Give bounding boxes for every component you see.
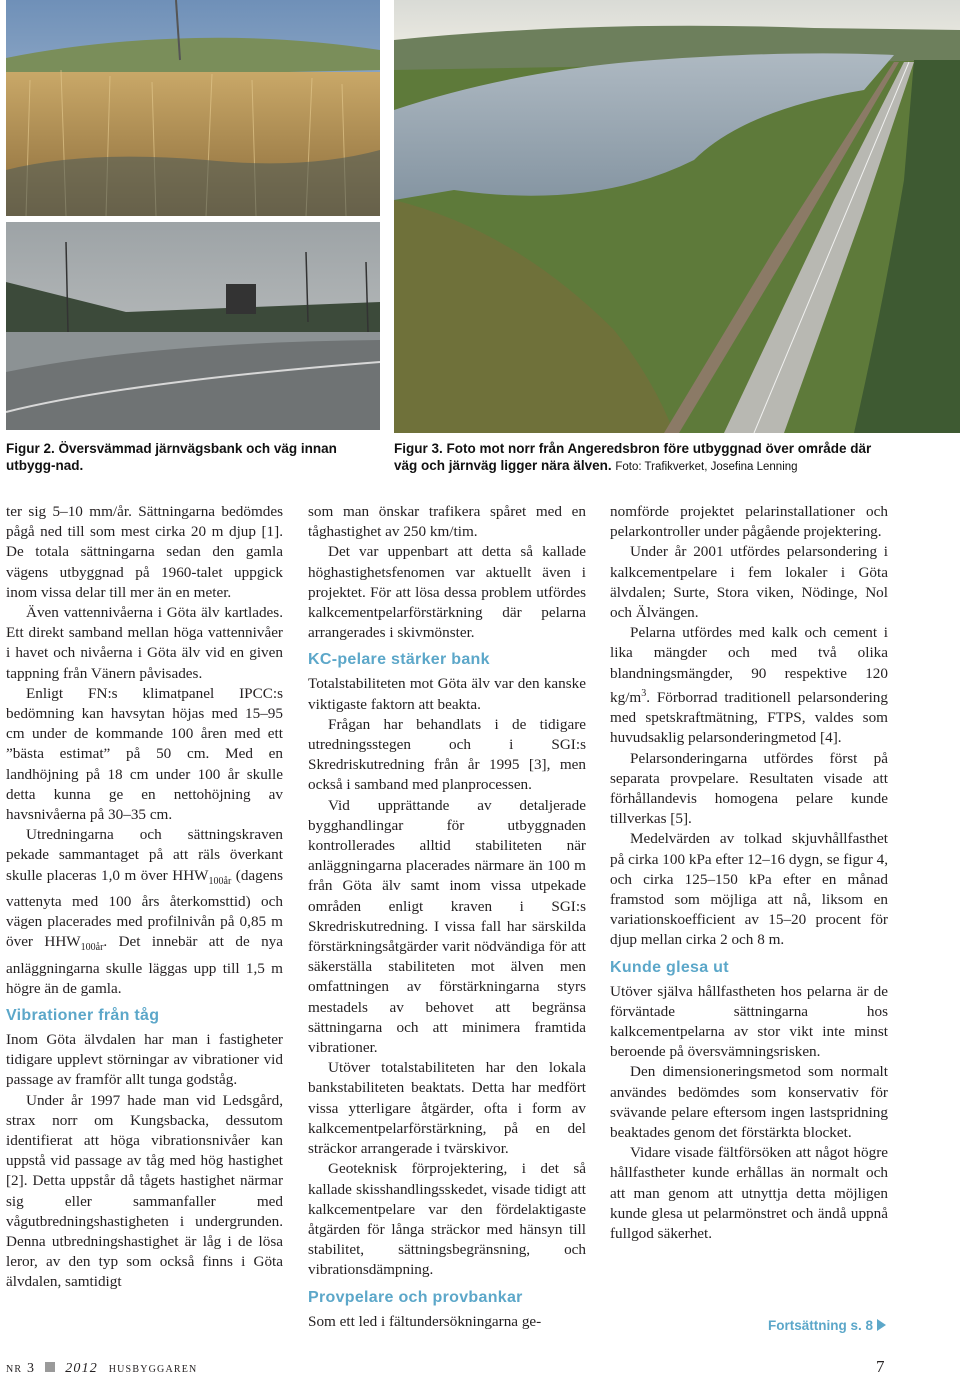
col1-p4-sub-2: 100år	[80, 942, 104, 954]
col3-p3-part-a: Pelarna utfördes med kalk och cement i lika mängder och med två olika blandningsmängder, 90 respektive 120 kg/m	[610, 624, 888, 706]
heading-kunde-glesa-ut: Kunde glesa ut	[610, 958, 729, 976]
col1-paragraph-3: Enligt FN:s klimatpanel IPCC:s bedömning kan havsytan höjas med 15–95 cm under de kommande 100 åren med ett ”bästa estimat” på 50 cm. Med en landhöjning på 18 cm under 100 år skulle detta kunna ge en nettohöjning av havsnivåerna på 30–35 cm.	[6, 684, 283, 824]
col2-paragraph-2: Det var uppenbart att detta så kallade höghastighetsfenomen var aktuellt även i projektet. För att lösa dessa problem utfördes kalkcementpelarförstärkning där pelarna arrangerades i skivmönster.	[308, 543, 586, 642]
arrow-right-icon	[877, 1319, 886, 1331]
col2-paragraph-1: som man önskar trafikera spåret med en tåghastighet av 250 km/tim.	[308, 503, 586, 541]
col3-p3-part-b: . Förborrad traditionell pelarsondering med spetskraftmätning, FTPS, valdes som huvudsaklig pelarsonderingmetod [4].	[610, 688, 888, 747]
col2-paragraph-3: Totalstabiliteten mot Göta älv var den kanske viktigaste faktorn att beakta.	[308, 675, 586, 713]
footer-year: 2012	[65, 1361, 99, 1376]
col2-paragraph-8: Som ett led i fältundersökningarna ge-	[308, 1312, 542, 1330]
col2-paragraph-6: Utöver totalstabiliteten har den lokala bankstabiliteten beaktats. Detta har medfört vissa ytterligare åtgärder, ofta i form av kalkcementpelarförstärkning, på en del sträckor arrangerade i tvärskivor.	[308, 1059, 586, 1158]
column-3	[610, 502, 888, 1244]
col1-paragraph-1: ter sig 5–10 mm/år. Sättningarna bedömdes pågå ned till som mest cirka 20 m djup [1]. De totala sättningarna sedan den gamla vägens utbyggnad på 1960-talet uppgick inom vissa delar till mer än en meter.	[6, 503, 283, 601]
col2-paragraph-4: Frågan har behandlats i de tidigare utredningsstegen och i SGI:s Skredriskutredning från år 1995 [3], men också i samband med planprocessen.	[308, 715, 586, 794]
col3-paragraph-4: Pelarsonderingarna utfördes först på separata provpelare. Resultaten visade att förhållandevis homogena pelare kunde tillverkas [5].	[610, 749, 888, 828]
col1-paragraph-6: Under år 1997 hade man vid Ledsgård, strax norr om Kungsbacka, dessutom identifierat att höga vibrationsnivåer kan uppstå vid passage av tåg med hög hastighet [2]. Detta uppstår då tågets hastighet närmar sig eller sammanfaller med vågutbredningshastigheten i undergrunden. Denna utbredningshastighet är låg i de lösa leror, av den typ som också finns i Göta älvdalen, samtidigt	[6, 1091, 283, 1291]
col1-p4-part-b: (dagens vattenyta med 100 års återkomsttid) och vägen placerades med profilnivån på 0,85 m över HHW	[6, 866, 283, 951]
col3-paragraph-6: Utöver själva hållfastheten hos pelarna är de förväntade sättningarna hos kalkcementpelarna av stor vikt inte minst beroende på översvämningsrisken.	[610, 982, 888, 1061]
col1-paragraph-4	[6, 825, 283, 999]
col3-paragraph-8: Vidare visade fältförsöken att något högre hållfastheter kunde erhållas än normalt och att man genom att utnyttja detta möjligen kunde glesa ut pelarmönstret och ändå uppnå fullgod säkerhet.	[610, 1144, 888, 1242]
photo-credit: Foto: Trafikverket, Josefina Lenning	[615, 461, 798, 473]
heading-vibrationer: Vibrationer från tåg	[6, 1006, 160, 1024]
col3-paragraph-2: Under år 2001 utfördes pelarsondering i kalkcementpelare i fem lokaler i Göta älvdalen; Surte, Stora viken, Nödinge, Nol och Älvängen.	[610, 543, 888, 622]
page-number: 7	[876, 1357, 885, 1376]
col1-paragraph-5: Inom Göta älvdalen har man i fastigheter tidigare upplevt störningar av vibrationer vid passage av framför allt tunga godståg.	[6, 1030, 283, 1089]
footer-issue: nr 3	[6, 1361, 36, 1376]
col2-paragraph-5: Vid upprättande av detaljerade bygghandlingar för utbyggnaden kontrollerades alltid stabiliteten när anläggningarna placerades närmare än 100 m från Göta älv samt inom vissa utpekade områden enligt kraven i SGI:s Skredriskutredning. I vissa fall har särskilda förstärkningsåtgärder varit nödvändiga för att säkerställa stabiliteten mot älven men omfattningen av förstärkningarna styrs mestadels av behovet att begränsa sättningarna och att minimera framtida vibrationer.	[308, 796, 586, 1057]
col1-paragraph-2: Även vattennivåerna i Göta älv kartlades. Ett direkt samband mellan höga vattennivåer i havet och nivåerna i Göta älv vid en given tappning från Vänern påvisades.	[6, 604, 283, 682]
footer-magazine: husbyggaren	[108, 1361, 198, 1376]
col1-p4-part-a: Utredningarna och sättningskraven pekade sammantaget på att räls överkant skulle placeras 1,0 m över HHW	[6, 826, 283, 884]
continued-label: Fortsättning s. 8	[768, 1318, 874, 1333]
figure-2-caption-text: Figur 2. Översvämmad järnvägsbank och väg innan utbygg-nad.	[6, 441, 337, 473]
col1-p4-sub-1: 100år	[208, 875, 232, 887]
col2-paragraph-7: Geoteknisk förprojektering, i det så kallade skisshandlingsskedet, visade tidigt att kalkcementpelare var den fördelaktigaste åtgärden för långa sträckor med hänsyn till stabilitet, sättningsbegränsning, och vibrationsdämpning.	[308, 1160, 586, 1279]
figure-2-caption	[6, 440, 380, 474]
continued-link[interactable]	[768, 1318, 886, 1333]
col1-p4-part-c: . Det innebär att de nya anläggningarna skulle läggas upp till 1,5 m högre än de gamla.	[6, 933, 283, 997]
col3-paragraph-1: nomförde projektet pelarinstallationer och pelarkontroller under pågående projektering.	[610, 503, 888, 541]
heading-kc-pelare: KC-pelare stärker bank	[308, 651, 490, 669]
square-bullet-icon	[45, 1362, 55, 1372]
col3-paragraph-3	[610, 623, 888, 748]
col3-paragraph-5: Medelvärden av tolkad skjuvhållfasthet på cirka 100 kPa efter 12–16 dygn, se figur 4, och cirka 125–150 kPa efter en månad framstod som möjliga att nå, liksom en variationskoefficient av 15–20 procent för djup mellan cirka 2 och 8 m.	[610, 830, 888, 949]
col3-p3-sup: 3	[641, 687, 647, 699]
column-2	[308, 502, 586, 1332]
heading-provpelare: Provpelare och provbankar	[308, 1288, 523, 1306]
figure-3-caption-text: Figur 3. Foto mot norr från Angeredsbron före utbyggnad över område där väg och järnväg ligger nära älven.	[394, 441, 872, 473]
figure-3-caption	[394, 440, 884, 476]
column-1	[6, 502, 283, 1293]
flooded-road-photo	[6, 222, 380, 430]
river-aerial-photo	[394, 0, 960, 433]
reeds-photo	[6, 0, 380, 216]
page-footer	[6, 1361, 197, 1377]
col3-paragraph-7: Den dimensioneringsmetod som normalt användes bedömdes som konservativ för svävande pelare eftersom ingen lastspridning beaktades genom det förstärkta blocket.	[610, 1063, 888, 1141]
